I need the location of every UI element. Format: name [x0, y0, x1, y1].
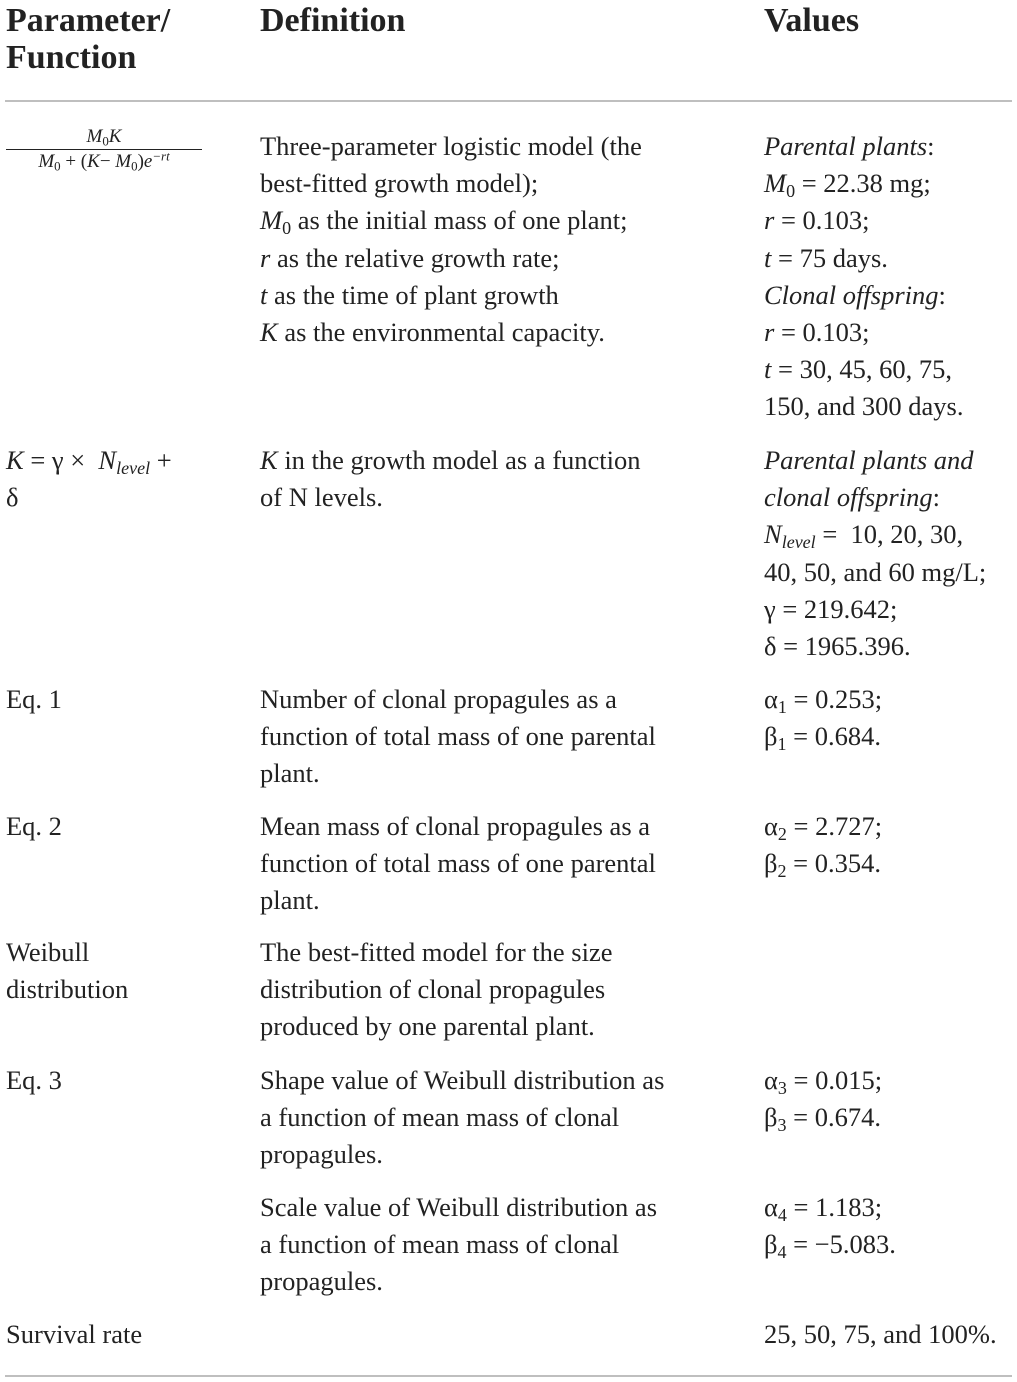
row-4-values: $\alpha_2 = 2.727$; $\beta_2 = 0.354$.	[764, 811, 883, 882]
header-rule	[5, 100, 1012, 102]
row-6-parameter: Eq. 3	[6, 1065, 62, 1095]
row-2-values: Parental plants and clonal offspring: $N_{level} = 10$, 20, 30, 40, 50, and 60 mg/L; γ = 219.642; δ = 1965.396.	[764, 445, 987, 662]
formula-denominator: $M_0 + (K- M_0)e^{-rt}$	[38, 148, 170, 174]
row-6-definition: Shape value of Weibull distribution as a function of mean mass of clonal propagules.	[260, 1065, 665, 1170]
logistic-formula	[6, 126, 202, 173]
row-3-values: $\alpha_1 = 0.253$; $\beta_1 = 0.684$.	[764, 684, 883, 755]
row-3-parameter: Eq. 1	[6, 684, 62, 714]
header-parameter: Parameter/ Function	[6, 2, 171, 76]
row-1-values: Parental plants: $M_0 = 22.38$ mg; r = 0.103; t = 75 days. Clonal offspring: r = 0.103; t = 30, 45, 60, 75, 150, and 300 days.	[764, 131, 964, 422]
table-header	[0, 0, 1017, 100]
row-4-parameter: Eq. 2	[6, 811, 62, 841]
row-4-definition: Mean mass of clonal propagules as a function of total mass of one parental plant.	[260, 811, 656, 916]
row-2-definition: K in the growth model as a function of N levels.	[260, 445, 641, 513]
row-5-definition: The best-fitted model for the size distribution of clonal propagules produced by one parental plant.	[260, 937, 613, 1042]
row-7-definition: Scale value of Weibull distribution as a function of mean mass of clonal propagules.	[260, 1192, 658, 1297]
row-8-parameter: Survival rate	[6, 1319, 143, 1349]
formula-numerator: $M_0K$	[6, 126, 202, 150]
row-7-values: $\alpha_4 = 1.183$; $\beta_4 = -5.083$.	[764, 1192, 896, 1263]
header-values: Values	[764, 2, 860, 39]
header-definition: Definition	[260, 2, 406, 39]
row-1-definition: Three-parameter logistic model (the best-fitted growth model); $M_0$ as the initial mass of one plant; r as the relative growth rate; t as the time of plant growth K as the environmental capacity.	[260, 131, 642, 348]
row-5-parameter: Weibull distribution	[6, 937, 129, 1005]
row-8-values: 25, 50, 75, and 100%.	[764, 1319, 997, 1349]
row-2-parameter: $K = \gamma \times N_{level}$ + δ	[6, 445, 172, 513]
row-6-values: $\alpha_3 = 0.015$; $\beta_3 = 0.674$.	[764, 1065, 883, 1136]
row-3-definition: Number of clonal propagules as a function of total mass of one parental plant.	[260, 684, 656, 789]
footer-rule	[5, 1375, 1012, 1377]
